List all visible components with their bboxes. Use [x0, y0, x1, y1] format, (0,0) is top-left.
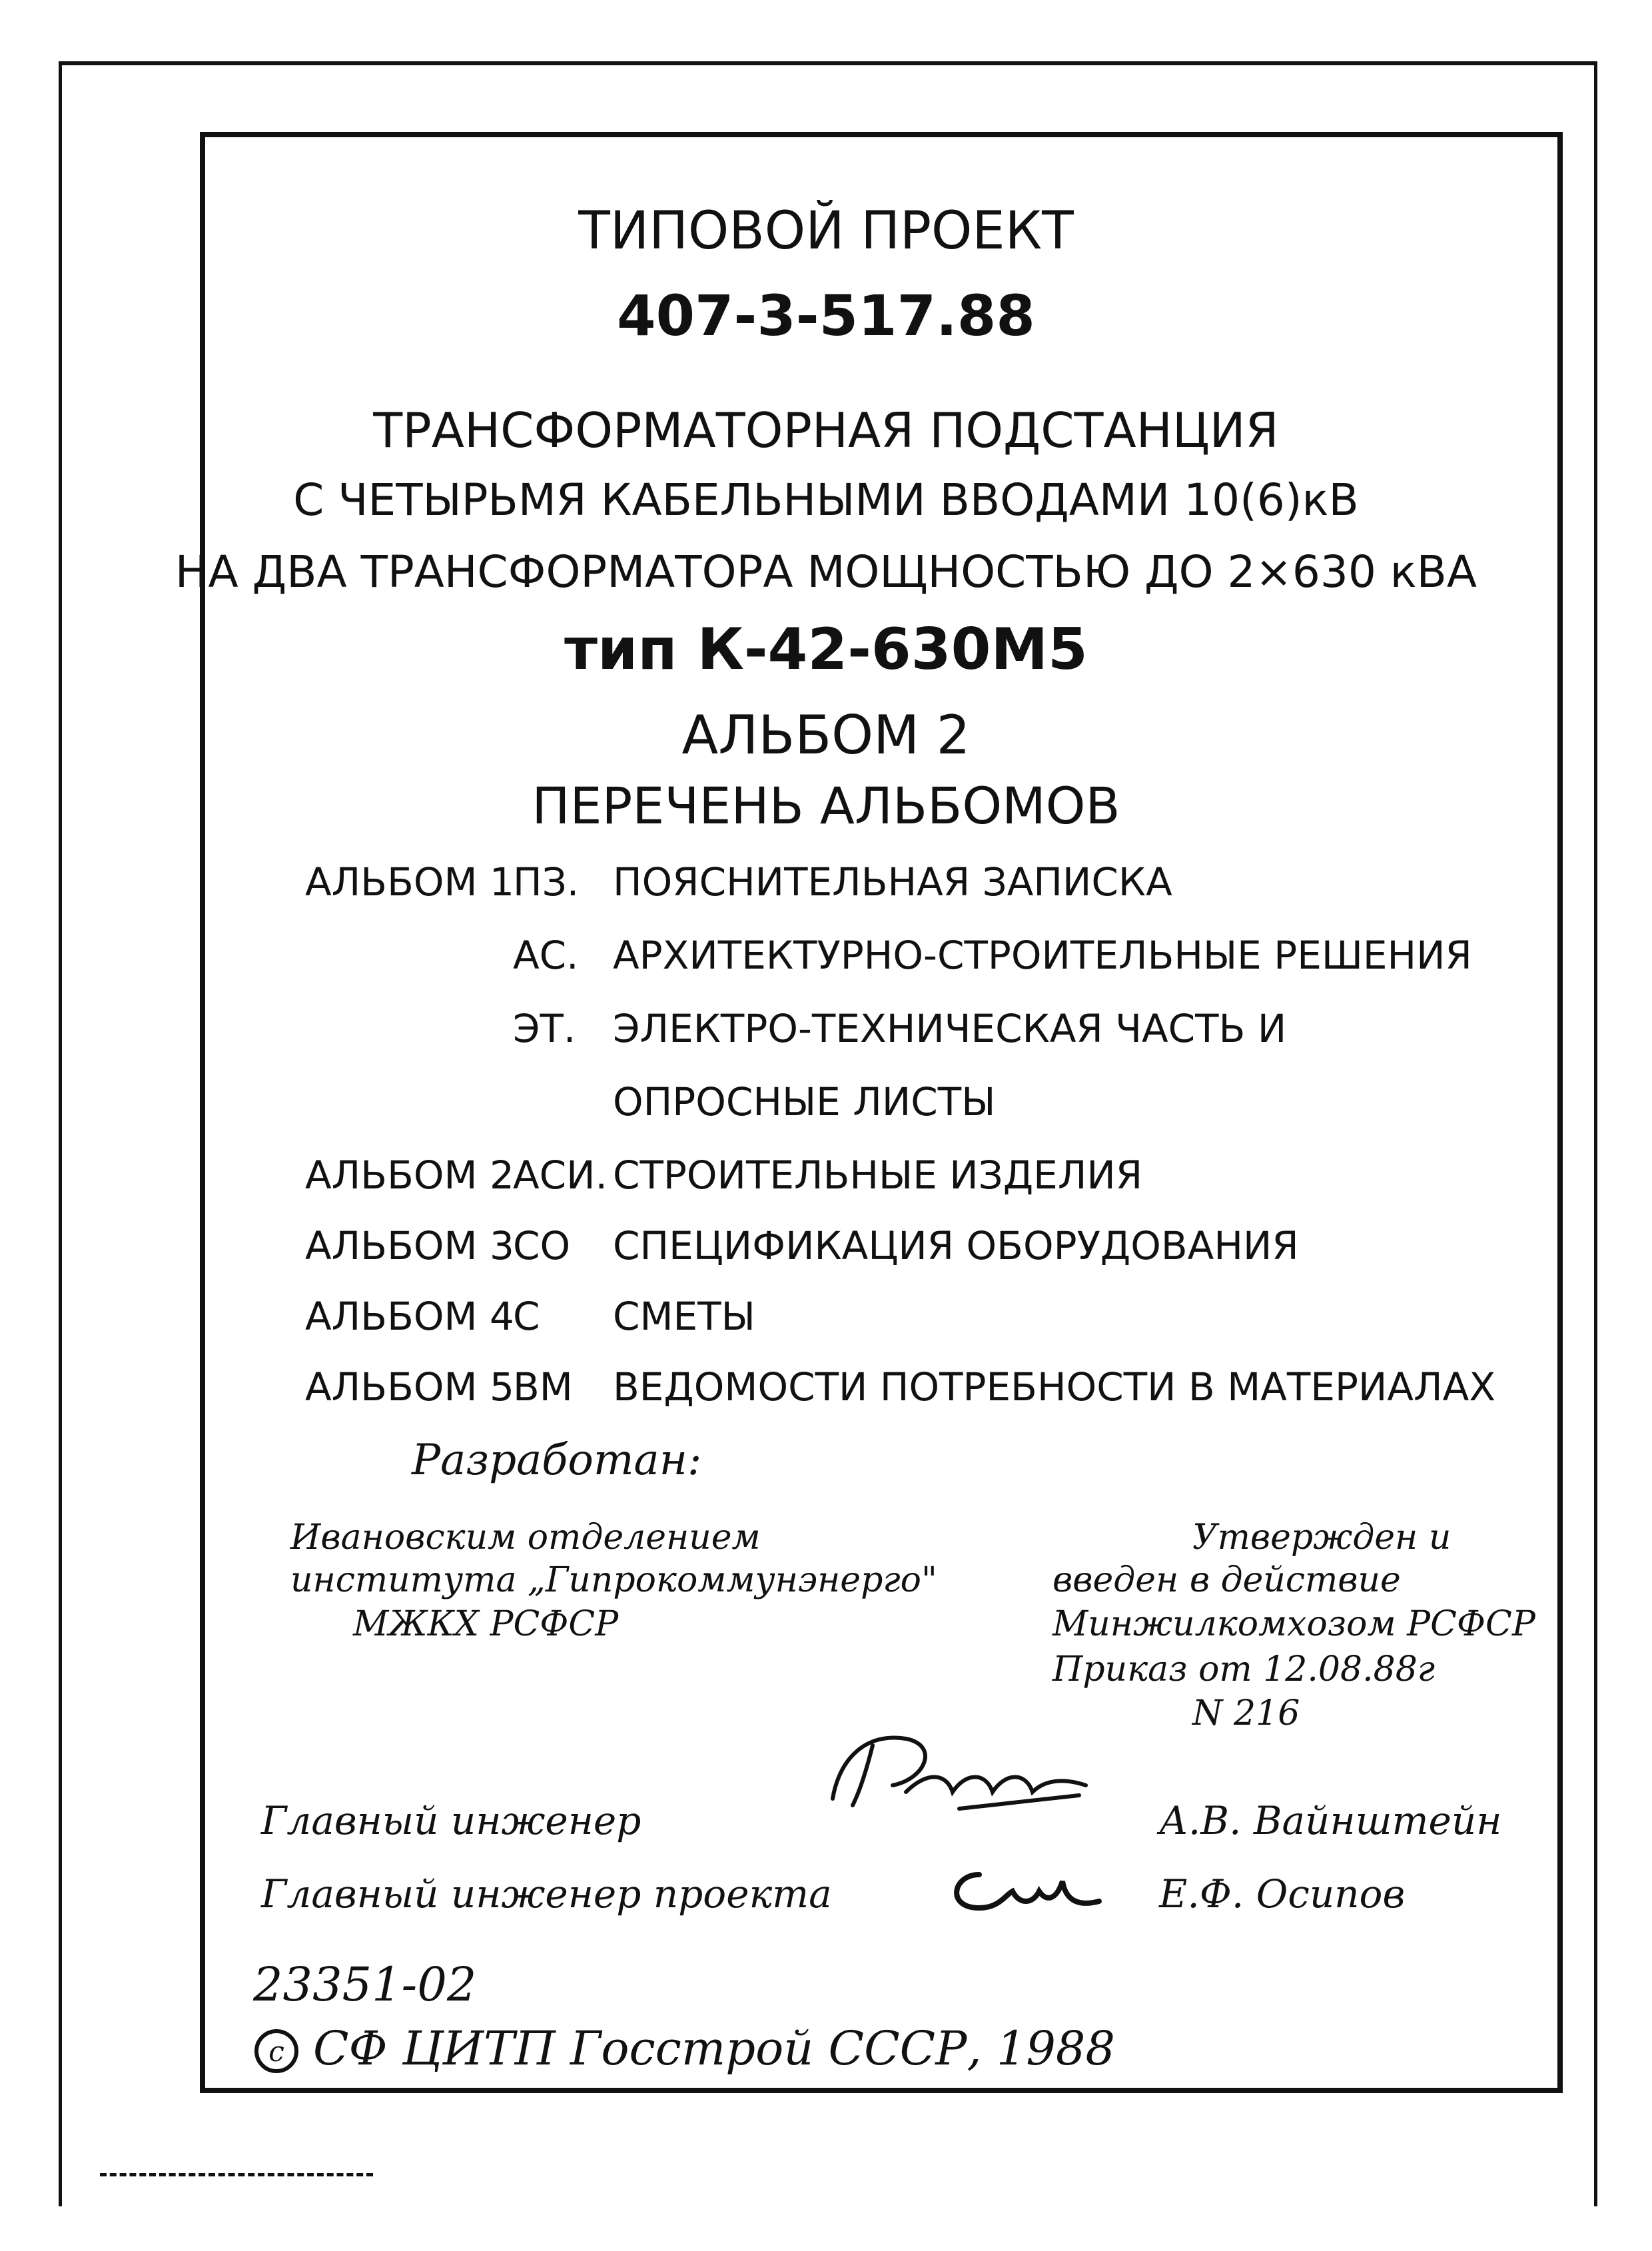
project-name-line-3: НА ДВА ТРАНСФОРМАТОРА МОЩНОСТЬЮ ДО 2×630 кВА — [175, 546, 1477, 598]
album-row-7-title: СМЕТЫ — [613, 1294, 755, 1339]
album-number: АЛЬБОМ 2 — [681, 704, 971, 766]
inventory-number: 23351-02 — [253, 1957, 477, 2012]
album-row-7-code: С — [513, 1294, 540, 1339]
album-list-heading: ПЕРЕЧЕНЬ АЛЬБОМОВ — [532, 776, 1120, 835]
approval-line-4: Приказ от 12.08.88г — [1052, 1649, 1436, 1689]
album-row-8-album: АЛЬБОМ 5 — [305, 1364, 514, 1410]
approval-line-5: N 216 — [1192, 1693, 1300, 1733]
album-row-1-code: ПЗ. — [513, 859, 580, 905]
album-row-5-title: СТРОИТЕЛЬНЫЕ ИЗДЕЛИЯ — [613, 1152, 1143, 1198]
bottom-dashed-line — [100, 2173, 373, 2176]
album-row-6-album: АЛЬБОМ 3 — [305, 1223, 514, 1268]
project-name-line-1: ТРАНСФОРМАТОРНАЯ ПОДСТАНЦИЯ — [373, 402, 1279, 458]
copyright-icon: c — [254, 2029, 298, 2073]
chief-project-engineer-name: Е.Ф. Осипов — [1159, 1871, 1406, 1917]
project-type: тип К-42-630М5 — [564, 616, 1088, 683]
album-row-8-title: ВЕДОМОСТИ ПОТРЕБНОСТИ В МАТЕРИАЛАХ — [613, 1364, 1496, 1410]
album-row-7-album: АЛЬБОМ 4 — [305, 1294, 514, 1339]
album-row-6-title: СПЕЦИФИКАЦИЯ ОБОРУДОВАНИЯ — [613, 1223, 1299, 1268]
chief-engineer-label: Главный инженер — [261, 1798, 641, 1843]
developer-label: Разработан: — [412, 1436, 702, 1485]
album-row-1-title: ПОЯСНИТЕЛЬНАЯ ЗАПИСКА — [613, 859, 1172, 905]
approval-line-1: Утвержден и — [1192, 1518, 1451, 1558]
album-row-2-code: АС. — [513, 933, 579, 978]
copyright-text: СФ ЦИТП Госстрой СССР, 1988 — [313, 2021, 1115, 2076]
album-row-5-album: АЛЬБОМ 2 — [305, 1152, 514, 1198]
approval-line-2: введен в действие — [1052, 1560, 1401, 1600]
album-row-5-code: АСИ. — [513, 1152, 608, 1198]
developer-line-2: института „Гипрокоммунэнерго" — [290, 1560, 937, 1600]
approval-line-3: Минжилкомхозом РСФСР — [1052, 1604, 1535, 1644]
document-type-title: ТИПОВОЙ ПРОЕКТ — [578, 201, 1074, 261]
developer-line-1: Ивановским отделением — [290, 1518, 761, 1558]
chief-project-engineer-label: Главный инженер проекта — [261, 1871, 832, 1917]
chief-project-engineer-signature — [933, 1855, 1106, 1921]
project-number: 407-3-517.88 — [617, 283, 1035, 348]
album-row-3-code: ЭТ. — [513, 1006, 576, 1051]
developer-line-3: МЖКХ РСФСР — [353, 1604, 619, 1644]
album-row-1-album: АЛЬБОМ 1 — [305, 859, 514, 905]
album-row-4-title: ОПРОСНЫЕ ЛИСТЫ — [613, 1079, 996, 1125]
chief-engineer-name: А.В. Вайнштейн — [1159, 1798, 1502, 1843]
album-row-6-code: СО — [513, 1223, 571, 1268]
chief-engineer-signature — [793, 1719, 1099, 1819]
album-row-8-code: ВМ — [513, 1364, 573, 1410]
album-row-2-title: АРХИТЕКТУРНО-СТРОИТЕЛЬНЫЕ РЕШЕНИЯ — [613, 933, 1472, 978]
album-row-3-title: ЭЛЕКТРО-ТЕХНИЧЕСКАЯ ЧАСТЬ И — [613, 1006, 1287, 1051]
project-name-line-2: С ЧЕТЫРЬМЯ КАБЕЛЬНЫМИ ВВОДАМИ 10(6)кВ — [293, 474, 1359, 526]
